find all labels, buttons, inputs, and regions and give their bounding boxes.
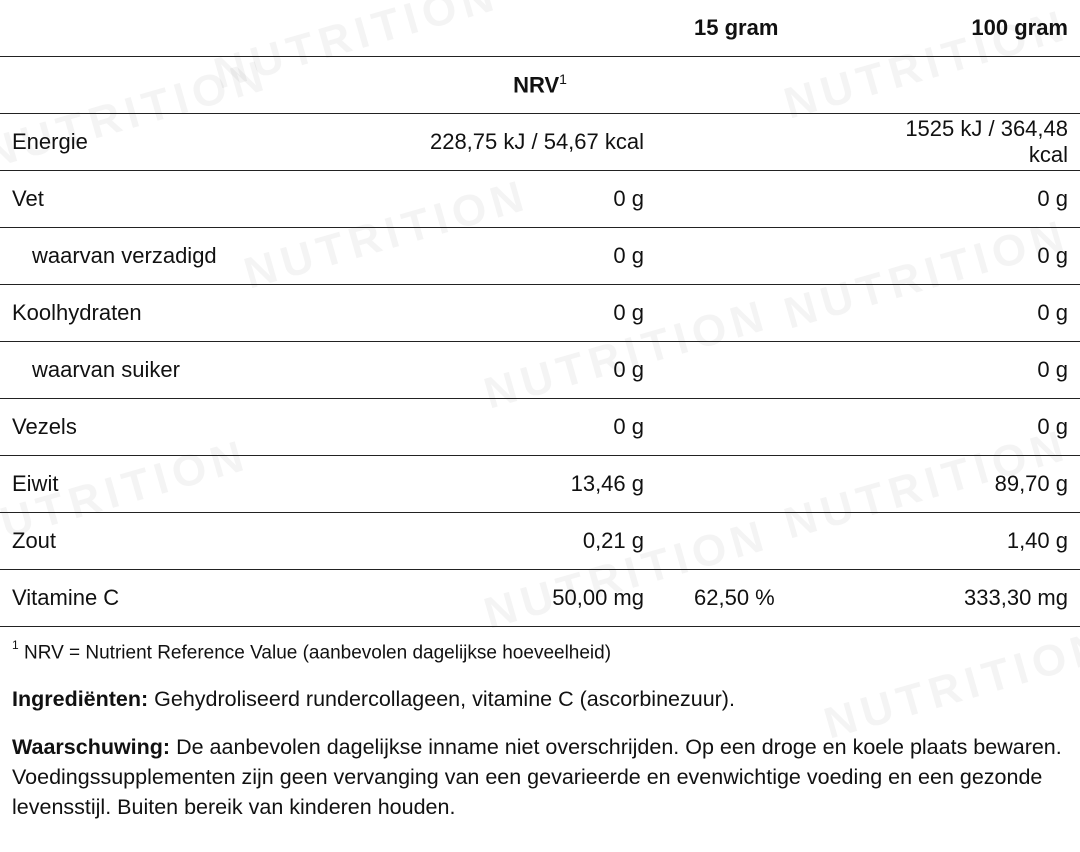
value-15g: 0 g — [392, 285, 644, 342]
value-100g: 333,30 mg — [894, 570, 1080, 627]
value-15g: 228,75 kJ / 54,67 kcal — [392, 114, 644, 171]
value-nrv — [644, 399, 894, 456]
header-empty-cell — [0, 0, 392, 57]
value-100g: 0 g — [894, 228, 1080, 285]
value-100g: 1525 kJ / 364,48 kcal — [894, 114, 1080, 171]
value-nrv — [644, 285, 894, 342]
nrv-header-row — [0, 57, 1080, 114]
nrv-sup: 1 — [559, 71, 567, 88]
nutrient-name: Eiwit — [0, 456, 392, 513]
warning-text: De aanbevolen dagelijkse inname niet overschrijden. Op een droge en koele plaats bewaren. Voedingssupplementen zijn geen vervanging van een gevarieerde en evenwichtige voeding en een gezonde levensstijl. Buiten bereik van kinderen houden. — [12, 735, 1062, 819]
ingredients-paragraph — [12, 684, 1062, 714]
nutrient-name: waarvan suiker — [0, 342, 392, 399]
nrv-header-cell — [0, 57, 1080, 114]
value-100g: 0 g — [894, 171, 1080, 228]
table-row — [0, 228, 1080, 285]
footnote-marker: 1 — [12, 638, 19, 652]
table-row — [0, 171, 1080, 228]
value-nrv — [644, 456, 894, 513]
value-15g: 0 g — [392, 228, 644, 285]
footnote — [12, 640, 611, 664]
value-15g: 50,00 mg — [392, 570, 644, 627]
value-15g: 13,46 g — [392, 456, 644, 513]
value-15g: 0,21 g — [392, 513, 644, 570]
value-100g: 1,40 g — [894, 513, 1080, 570]
nutrient-name: Vitamine C — [0, 570, 392, 627]
warning-paragraph — [12, 732, 1062, 822]
value-15g: 0 g — [392, 399, 644, 456]
header-15-gram: 15 gram — [644, 0, 894, 57]
ingredients-label: Ingrediënten: — [12, 687, 149, 711]
value-nrv — [644, 513, 894, 570]
value-nrv — [644, 228, 894, 285]
value-100g: 0 g — [894, 399, 1080, 456]
value-nrv: 62,50 % — [644, 570, 894, 627]
nutrient-name: Zout — [0, 513, 392, 570]
nrv-label: NRV — [513, 72, 560, 98]
value-nrv — [644, 171, 894, 228]
table-header-row — [0, 0, 1080, 57]
value-15g: 0 g — [392, 171, 644, 228]
table-row — [0, 570, 1080, 627]
table-row — [0, 513, 1080, 570]
header-empty-cell — [392, 0, 644, 57]
value-100g: 0 g — [894, 285, 1080, 342]
table-row — [0, 456, 1080, 513]
nutrient-name: Energie — [0, 114, 392, 171]
nutrient-name: Koolhydraten — [0, 285, 392, 342]
nutrient-name: Vezels — [0, 399, 392, 456]
ingredients-text: Gehydroliseerd rundercollageen, vitamine C (ascorbinezuur). — [154, 687, 735, 711]
table-row — [0, 399, 1080, 456]
value-100g: 89,70 g — [894, 456, 1080, 513]
warning-label: Waarschuwing: — [12, 735, 171, 759]
value-100g: 0 g — [894, 342, 1080, 399]
value-15g: 0 g — [392, 342, 644, 399]
table-row — [0, 285, 1080, 342]
nutrient-name: Vet — [0, 171, 392, 228]
table-row — [0, 114, 1080, 171]
footnote-text: NRV = Nutrient Reference Value (aanbevolen dagelijkse hoeveelheid) — [23, 642, 612, 664]
value-nrv — [644, 114, 894, 171]
table-row — [0, 342, 1080, 399]
header-100-gram: 100 gram — [894, 0, 1080, 57]
nutrient-name: waarvan verzadigd — [0, 228, 392, 285]
value-nrv — [644, 342, 894, 399]
